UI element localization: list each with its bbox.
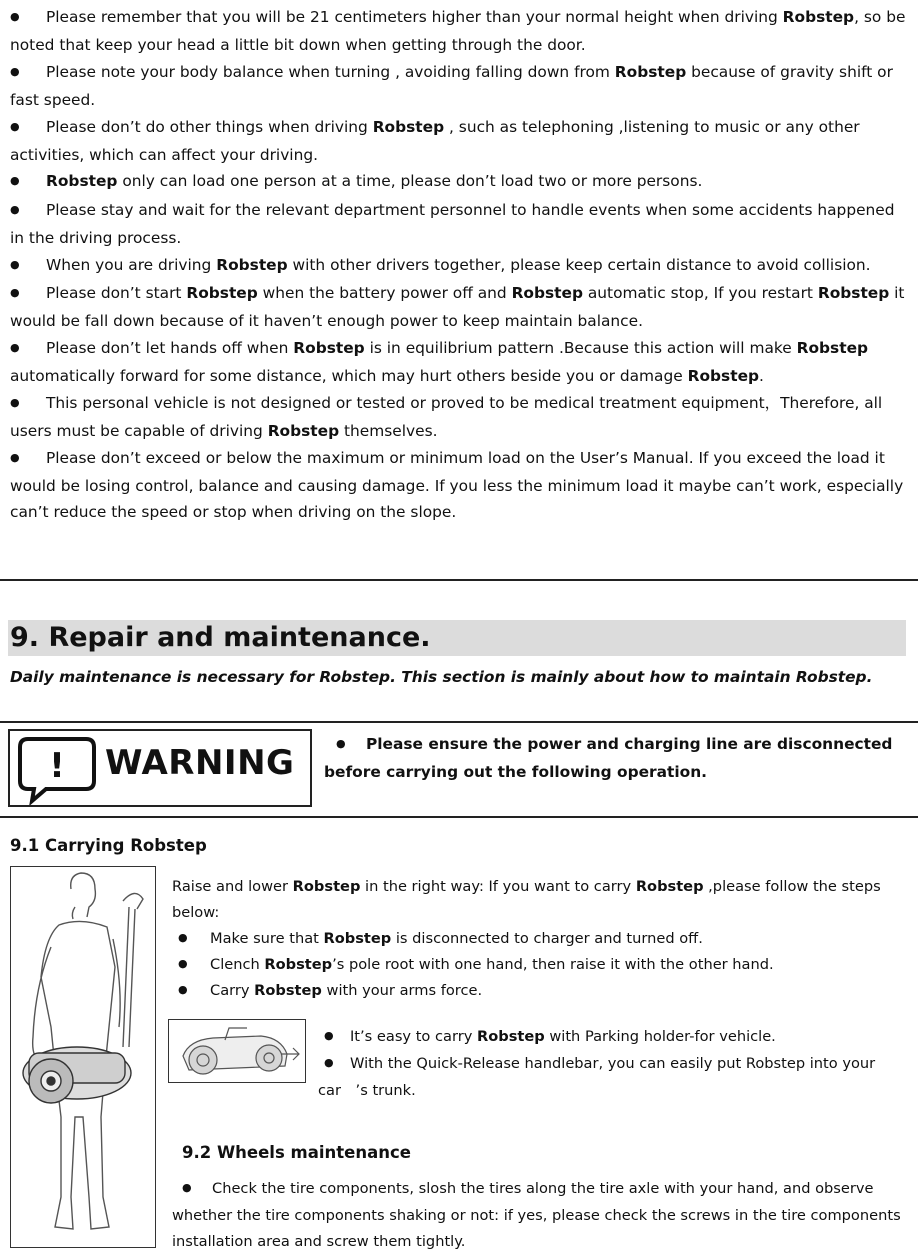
safety-bullet xyxy=(10,335,910,390)
warning-box xyxy=(8,729,312,807)
warning-note xyxy=(324,731,914,785)
bullet-dot xyxy=(10,59,46,87)
warning-speech-bubble-icon xyxy=(16,735,98,805)
text-run: When you are driving xyxy=(46,255,217,274)
text-run: . xyxy=(759,367,764,386)
safety-bullet xyxy=(10,197,910,252)
product-name: Robstep xyxy=(635,878,704,895)
safety-bullet xyxy=(10,114,910,169)
product-name: Robstep xyxy=(186,284,258,303)
text-run: Carry xyxy=(210,982,255,999)
bullet-dot xyxy=(10,114,46,142)
carrying-intro xyxy=(172,874,910,926)
text-run: Please don’t exceed or below the maximum or minimum load on the User’s Manual. If you exceed the load it would be losing control, balance and causing damage. If you less the minimum load it maybe can’t work, especially can’t reduce the speed or stop when driving on the slope. xyxy=(10,448,904,522)
robstep-vehicle-illustration xyxy=(169,1020,304,1081)
divider xyxy=(0,579,918,581)
text-run: it would be fall down because of it haven’t enough power to keep maintain balance. xyxy=(10,284,905,331)
text-run: Make sure that xyxy=(210,930,324,947)
warning-exclamation: ! xyxy=(49,746,65,786)
safety-bullet xyxy=(10,390,910,445)
wheels-instructions xyxy=(172,1176,910,1255)
holder-note xyxy=(318,1051,908,1104)
text-run: It’s easy to carry xyxy=(350,1028,477,1045)
bullet-dot xyxy=(10,252,46,280)
product-name: Robstep xyxy=(216,255,288,274)
bullet-dot xyxy=(10,168,46,196)
warning-note-text: Please ensure the power and charging line are disconnected before carrying out the following operation. xyxy=(324,735,893,781)
text-run: Please don’t let hands off when xyxy=(46,338,294,357)
text-run: ’s pole root with one hand, then raise it with the other hand. xyxy=(332,956,774,973)
text-run: in the right way: If you want to carry xyxy=(360,878,636,895)
carrying-step xyxy=(172,952,910,978)
bullet-dot xyxy=(10,4,46,32)
product-name: Robstep xyxy=(264,956,333,973)
text-run: with your arms force. xyxy=(321,982,483,999)
text-run: because of gravity shift or fast speed. xyxy=(10,62,893,110)
product-name: Robstep xyxy=(782,8,855,26)
safety-bullet xyxy=(10,59,910,114)
holder-note xyxy=(318,1024,908,1051)
safety-bullet xyxy=(10,4,910,59)
bullet-dot xyxy=(10,280,46,308)
carrying-instructions xyxy=(172,874,910,1004)
product-name: Robstep xyxy=(323,930,392,947)
carrying-steps xyxy=(172,926,910,1004)
bullet-dot xyxy=(10,335,46,363)
text-run: , so be noted that keep your head a little bit down when getting through the door. xyxy=(10,8,906,55)
text-run: Please stay and wait for the relevant department personnel to handle events when some accidents happened in the driving process. xyxy=(10,200,895,248)
product-name: Robstep xyxy=(476,1028,545,1045)
bullet-dot xyxy=(178,952,188,979)
text-run: only can load one person at a time, please don’t load two or more persons. xyxy=(117,172,703,191)
text-run: automatic stop, If you restart xyxy=(582,284,818,303)
person-carrying-figure xyxy=(10,866,156,1248)
safety-bullet-list xyxy=(10,4,910,526)
product-name: Robstep xyxy=(46,172,118,191)
carrying-title: 9.1 Carrying Robstep xyxy=(10,836,207,855)
product-name: Robstep xyxy=(614,62,687,81)
text-run: This personal vehicle is not designed or tested or proved to be medical treatment equipment，Therefore, all users must be capable of driving xyxy=(10,393,883,441)
product-name: Robstep xyxy=(796,338,869,357)
safety-bullet xyxy=(10,168,910,196)
bullet-dot xyxy=(178,978,188,1005)
text-run: Please don’t start xyxy=(46,284,187,303)
bullet-dot xyxy=(324,1051,350,1078)
product-name: Robstep xyxy=(267,422,340,441)
parking-holder-figure xyxy=(168,1019,306,1083)
product-name: Robstep xyxy=(293,338,365,357)
bullet-dot xyxy=(10,197,46,225)
text-run: Please note your body balance when turning , avoiding falling down from xyxy=(46,62,615,81)
text-run: with Parking holder-for vehicle. xyxy=(544,1028,776,1045)
wheels-text: Check the tire components, slosh the tires along the tire axle with your hand, and observe whether the tire components shaking or not: if yes, please check the screws in the tire components installation area and screw them tightly. xyxy=(172,1180,901,1250)
product-name: Robstep xyxy=(254,982,322,999)
safety-bullet xyxy=(10,252,910,280)
bullet-dot xyxy=(10,390,46,418)
safety-bullet xyxy=(10,445,910,526)
bullet-dot xyxy=(10,445,46,473)
bullet-dot xyxy=(324,1024,350,1051)
section-title: 9. Repair and maintenance. xyxy=(10,622,431,653)
person-carrying-robstep-illustration xyxy=(11,867,154,1246)
text-run: Please remember that you will be 21 centimeters higher than your normal height when driving xyxy=(46,8,783,26)
holder-notes xyxy=(318,1024,908,1104)
divider xyxy=(0,816,918,818)
text-run: themselves. xyxy=(339,422,438,441)
text-run: Raise and lower xyxy=(172,878,293,895)
text-run: with other drivers together, please keep certain distance to avoid collision. xyxy=(287,255,871,274)
product-name: Robstep xyxy=(372,117,445,136)
carrying-step xyxy=(172,978,910,1004)
text-run: ,please follow the steps below: xyxy=(172,878,881,921)
product-name: Robstep xyxy=(817,284,890,303)
product-name: Robstep xyxy=(687,367,760,386)
text-run: , such as telephoning ,listening to music or any other activities, which can affect your driving. xyxy=(10,117,860,165)
text-run: is disconnected to charger and turned off. xyxy=(391,930,703,947)
text-run: when the battery power off and xyxy=(257,284,512,303)
text-run: is in equilibrium pattern .Because this action will make xyxy=(364,338,797,357)
text-run: Clench xyxy=(210,956,265,973)
safety-bullet xyxy=(10,280,910,335)
bullet-dot xyxy=(178,926,188,953)
text-run: With the Quick-Release handlebar, you can easily put Robstep into your car ’s trunk. xyxy=(318,1055,876,1099)
product-name: Robstep xyxy=(511,284,583,303)
warning-label: WARNING xyxy=(105,743,295,783)
wheels-title: 9.2 Wheels maintenance xyxy=(182,1143,411,1162)
text-run: Please don’t do other things when driving xyxy=(46,117,373,136)
text-run: automatically forward for some distance, which may hurt others beside you or damage xyxy=(10,367,688,386)
divider xyxy=(0,721,918,723)
section-intro: Daily maintenance is necessary for Robstep. This section is mainly about how to maintain Robstep. xyxy=(10,668,873,686)
product-name: Robstep xyxy=(292,878,361,895)
carrying-step xyxy=(172,926,910,952)
